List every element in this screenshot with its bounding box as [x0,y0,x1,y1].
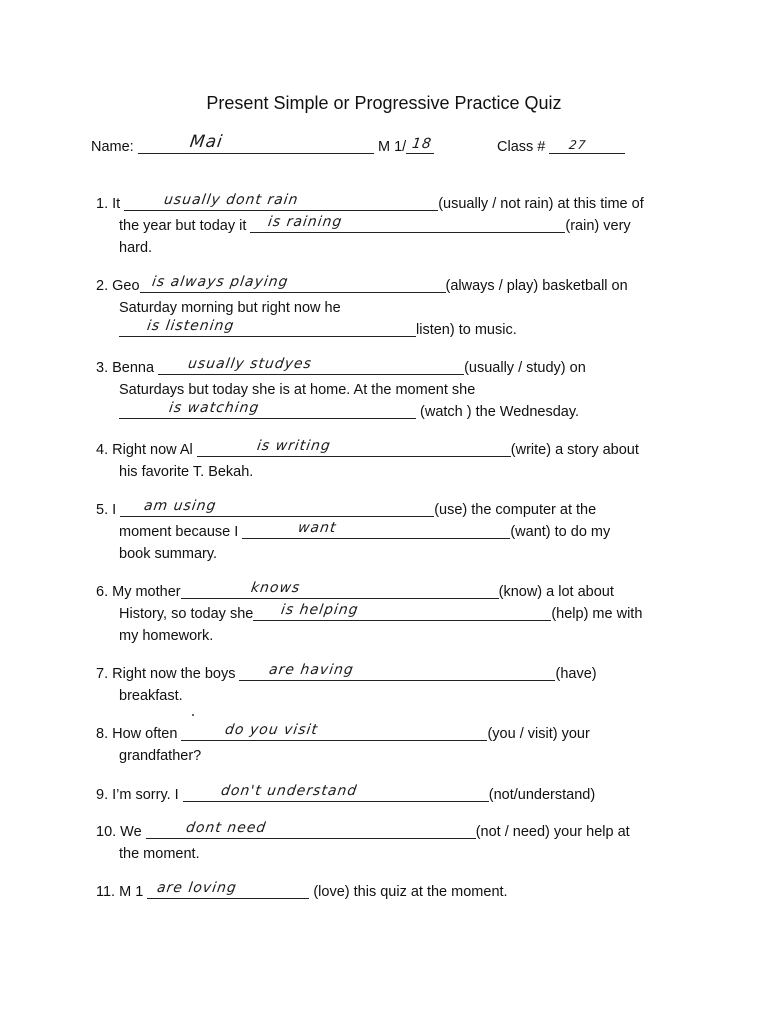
q9-answer-1-text: don't understand [219,783,359,799]
q6-answer-2-text: is helping [280,602,360,618]
q7-answer-1-text: are having [268,662,356,678]
q1-line3: hard. [119,240,153,256]
q10-answer-1-text: dont need [184,820,268,836]
q8-line1 [96,722,590,743]
q3-answer-1-text: usually studyes [186,356,314,372]
name-field[interactable] [138,132,374,154]
name-row [91,132,374,155]
q1-text-2: the year but today it [119,218,247,234]
q5-line1 [96,498,597,519]
m-label: M 1/ [378,139,407,155]
q9-text: 9. I’m sorry. I [96,787,179,803]
q5-answer-2-text: want [297,520,338,536]
q2-text: 2. Geo [96,278,140,294]
q5-line3: book summary. [119,546,218,562]
q1-answer-1[interactable] [124,192,438,211]
q4-hint: (write) a story about [510,442,639,458]
q4-text: 4. Right now Al [96,442,193,458]
q2-line3 [119,318,517,339]
q11-answer-1[interactable] [147,880,309,899]
name-value: Mai [188,132,224,152]
q2-answer-2-text: is listening [145,318,236,334]
q9-hint: (not/understand) [488,787,596,803]
quiz-title: Present Simple or Progressive Practice Quiz [206,93,562,113]
q6-text: 6. My mother [96,584,181,600]
q1-answer-2-text: is raining [267,214,344,230]
q10-hint: (not / need) your help at [475,824,630,840]
q6-answer-2[interactable] [253,602,551,621]
q2-line1 [96,274,628,295]
q5-hint: (use) the computer at the [434,502,597,518]
q5-answer-2[interactable] [242,520,510,539]
q2-answer-2[interactable] [119,318,416,337]
q6-hint-2: (help) me with [551,606,643,622]
class-field[interactable] [549,138,625,154]
q2-line2: Saturday morning but right now he [119,300,341,316]
q1-hint: (usually / not rain) at this time of [438,196,644,212]
q3-hint-2: (watch ) the Wednesday. [416,404,580,420]
q7-hint: (have) [555,666,597,682]
q9-answer-1[interactable] [183,783,489,802]
q11-hint: (love) this quiz at the moment. [309,884,508,900]
q4-line1 [96,438,639,459]
q7-line2: breakfast. [119,688,183,704]
q6-line3: my homework. [119,628,214,644]
q2-hint: (always / play) basketball on [445,278,628,294]
q3-hint: (usually / study) on [464,360,586,376]
q6-text-2: History, so today she [119,606,254,622]
q9-line1 [96,783,596,804]
q8-answer-1[interactable] [181,722,487,741]
q2-answer-1-text: is always playing [150,274,290,290]
q6-answer-1-text: knows [249,580,302,596]
q10-line2: the moment. [119,846,200,862]
q8-answer-1-text: do you visit [224,722,320,738]
q11-line1 [96,880,508,901]
class-row [497,138,625,155]
q6-answer-1[interactable] [181,580,499,599]
q3-answer-2[interactable] [119,400,416,419]
q1-text: 1. It [96,196,121,212]
q4-line2: his favorite T. Bekah. [119,464,254,480]
q4-answer-1[interactable] [197,438,511,457]
class-label: Class # [497,139,546,155]
q6-line2 [119,602,643,623]
name-label: Name: [91,139,134,155]
q3-line3 [119,400,580,421]
q8-line2: grandfather? [119,748,202,764]
q5-answer-1[interactable] [120,498,434,517]
q10-line1 [96,820,630,841]
q10-answer-1[interactable] [146,820,476,839]
q2-hint-2: listen) to music. [416,322,517,338]
stray-mark [192,714,194,716]
m-field[interactable] [406,138,434,154]
q1-answer-2[interactable] [250,214,565,233]
q11-answer-1-text: are loving [156,880,239,896]
q2-answer-1[interactable] [140,274,446,293]
q7-text: 7. Right now the boys [96,666,236,682]
q7-line1 [96,662,597,683]
q8-text: 8. How often [96,726,178,742]
q3-line2: Saturdays but today she is at home. At the moment she [119,382,476,398]
q7-answer-1[interactable] [239,662,555,681]
q1-line1 [96,192,644,213]
q5-text: 5. I [96,502,117,518]
q5-line2 [119,520,611,541]
q4-answer-1-text: is writing [255,438,332,454]
q6-line1 [96,580,614,601]
q1-line2 [119,214,631,235]
q1-answer-1-text: usually dont rain [163,192,300,208]
q1-hint-2: (rain) very [565,218,631,234]
q6-hint: (know) a lot about [498,584,614,600]
q3-line1 [96,356,586,377]
m-row [378,138,434,155]
q8-hint: (you / visit) your [487,726,590,742]
q3-answer-2-text: is watching [167,400,261,416]
m-value: 18 [411,136,434,152]
q5-answer-1-text: am using [143,498,218,514]
q5-text-2: moment because I [119,524,239,540]
q5-hint-2: (want) to do my [510,524,611,540]
q10-text: 10. We [96,824,142,840]
q11-text: 11. M 1 [96,884,144,900]
class-value: 27 [568,138,588,152]
q3-answer-1[interactable] [158,356,464,375]
q3-text: 3. Benna [96,360,155,376]
